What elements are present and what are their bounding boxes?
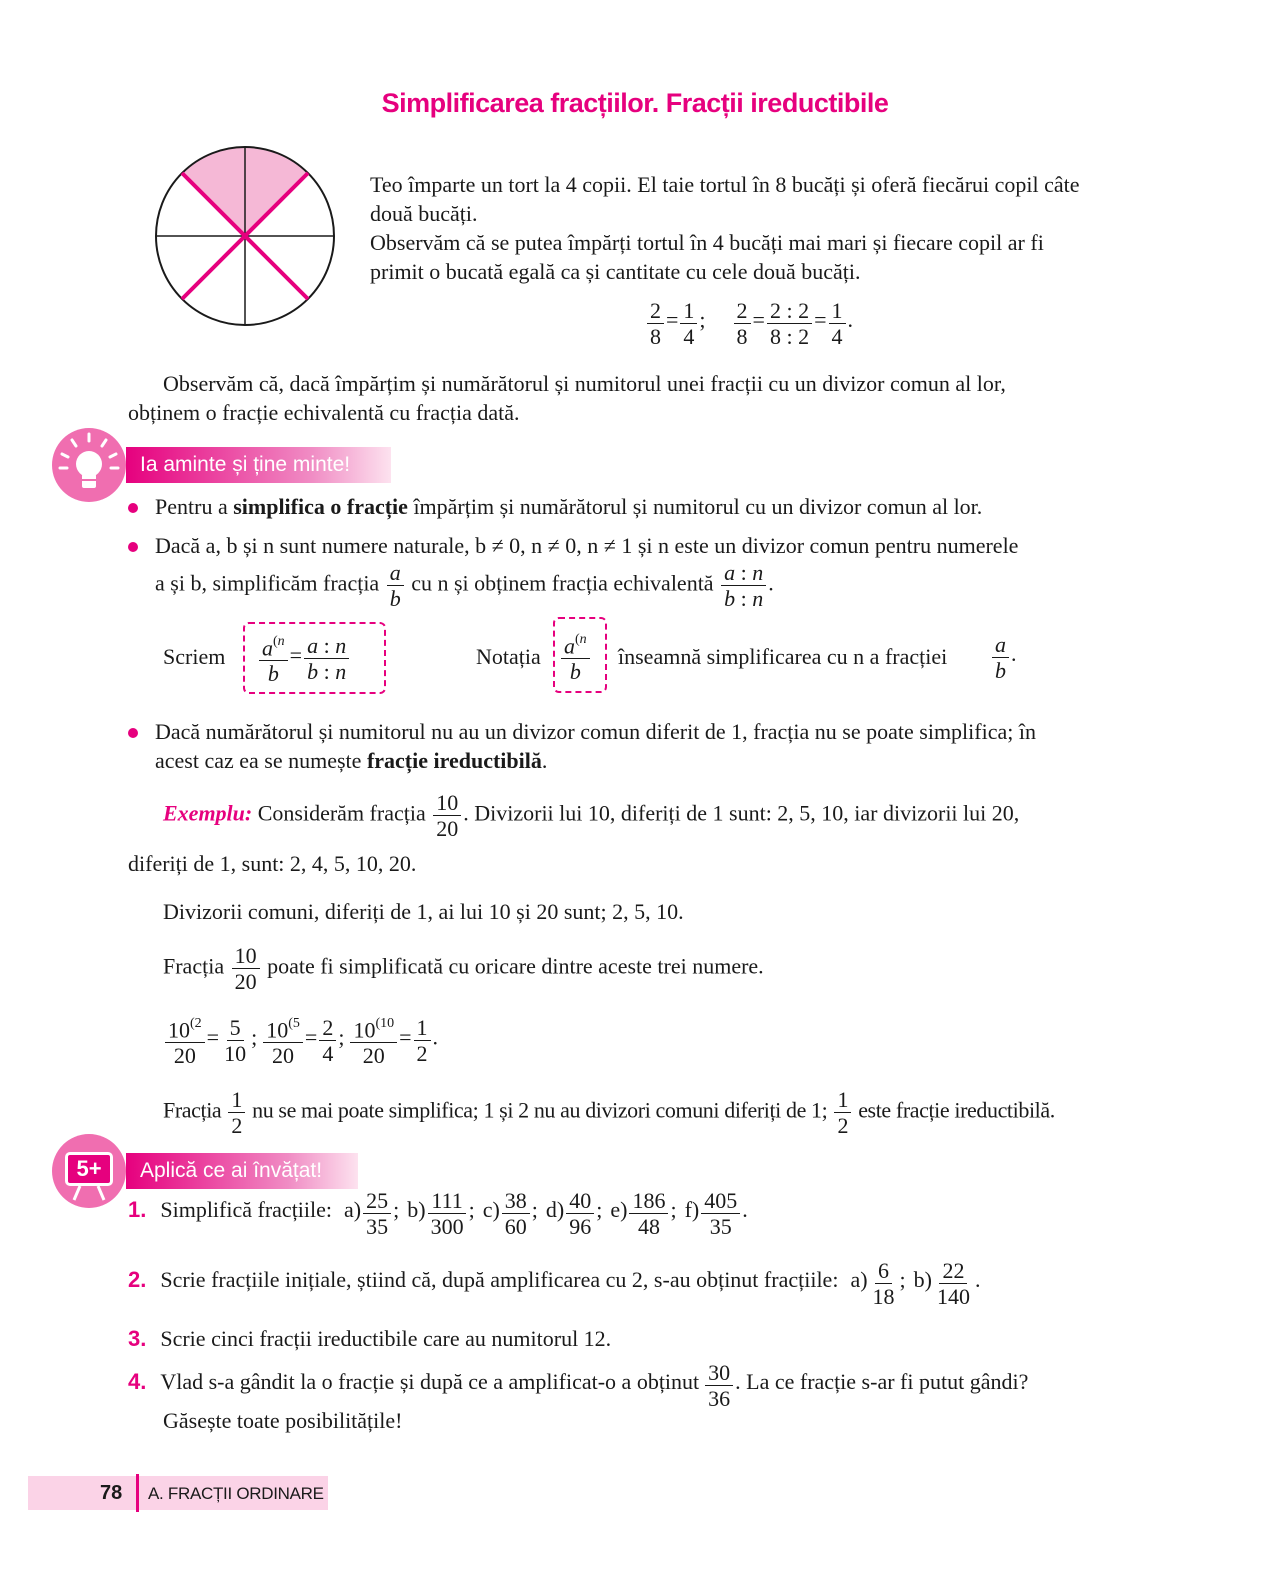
item-label: a)	[344, 1197, 362, 1223]
fraction: $\frac{1}{2}$	[834, 1087, 851, 1138]
item-label: b)	[407, 1197, 426, 1223]
fraction: $\frac{40}{96}$	[566, 1188, 594, 1239]
fraction: $\frac{2}{8}$	[647, 298, 664, 349]
remember-bullet-2-line2: a și b, simplificăm fracția $\frac{a}{b}$ cu n și obținem fracția echivalentă $\frac{a : n}{b : n}$ .	[155, 560, 774, 611]
observation-line: obținem o fracție echivalentă cu fracția dată.	[128, 400, 520, 425]
fraction: $\frac{38}{60}$	[502, 1188, 530, 1239]
remember-banner: Ia aminte și ține minte!	[126, 447, 391, 483]
notatia-fraction: $\frac{a}{b}$ .	[990, 632, 1017, 683]
remember-bullet-2-line1: Dacă a, b și n sunt numere naturale, b ≠ 0, n ≠ 0, n ≠ 1 și n este un divizor comun pentru numerele	[155, 533, 1019, 558]
scriem-box: $\frac{a^{(n}}{b}$ = $\frac{a : n}{b : n}$	[243, 622, 386, 694]
intro-line: primit o bucată egală ca și cantitate cu cele două bucăți.	[370, 259, 861, 284]
bullet-icon	[128, 503, 138, 513]
observation-line: Observăm că, dacă împărțim și numărătorul și numitorul unei fracții cu un divizor comun al lor,	[163, 371, 1006, 396]
footer-divider	[136, 1474, 139, 1512]
remember-bullet-3	[155, 717, 1165, 775]
fraction: $\frac{2}{8}$	[734, 298, 751, 349]
exercise-3: 3. Scrie cinci fracții ireductibile care au numitorul 12.	[128, 1326, 612, 1351]
fraction: $\frac{10^{(2}}{20}$	[165, 1013, 205, 1068]
fraction: $\frac{a^{(n}}{b}$	[259, 631, 288, 686]
fraction: $\frac{10}{20}$	[232, 943, 260, 994]
notatia-label: Notația	[476, 644, 541, 669]
exercise-4-line2: Găsește toate posibilitățile!	[163, 1408, 403, 1433]
intro-text	[370, 170, 1160, 286]
fraction: $\frac{1}{4}$	[829, 298, 846, 349]
example-line2: diferiți de 1, sunt: 2, 4, 5, 10, 20.	[128, 851, 417, 876]
bullet-3-line: acest caz ea se numește fracție ireductibilă.	[155, 748, 548, 773]
apply-badge	[52, 1134, 126, 1208]
bullet-3-line: Dacă numărătorul și numitorul nu au un divizor comun diferit de 1, fracția nu se poate simplifica; în	[155, 719, 1036, 744]
apply-banner: Aplică ce ai învățat!	[126, 1153, 358, 1189]
fraction: $\frac{1}{4}$	[680, 298, 697, 349]
exercise-1: 1. Simplifică fracțiile: a) $\frac{25}{35}$ ; b) $\frac{111}{300}$ ; c) $\frac{38}{60}$ ; d) $\frac{40}{96}$ ; e) $\frac{186}{48}$ ; f) $\frac{405}{35}$ .	[128, 1188, 748, 1239]
notatia-text: înseamnă simplificarea cu n a fracției	[618, 644, 948, 669]
exercise-4: 4. Vlad s-a gândit la o fracție și după ce a amplificat-o a obținut $\frac{30}{36}$ . La ce fracție s-ar fi putut gândi?	[128, 1360, 1029, 1411]
fraction: $\frac{25}{35}$	[363, 1188, 391, 1239]
item-label: a)	[850, 1267, 868, 1293]
fraction: $\frac{22}{140}$	[936, 1258, 970, 1309]
fraction: $\frac{6}{18}$	[872, 1258, 895, 1309]
exercise-number: 1.	[128, 1197, 147, 1223]
fraction: $\frac{405}{35}$	[701, 1188, 740, 1239]
easel-icon	[70, 1186, 108, 1202]
lightbulb-icon	[52, 428, 126, 502]
fraction: $\frac{186}{48}$	[629, 1188, 668, 1239]
simplification-examples: $\frac{10^{(2}}{20}$ = $\frac{5}{10}$ ; $\frac{10^{(5}}{20}$ = $\frac{2}{4}$ ; $\frac{10^{(10}}{20}$ = $\frac{1}{2}$ .	[163, 1013, 438, 1068]
exercise-number: 2.	[128, 1267, 147, 1293]
exercise-number: 4.	[128, 1369, 147, 1395]
fraction: $\frac{a}{b}$	[992, 632, 1009, 683]
fraction: $\frac{5}{10}$	[224, 1015, 247, 1067]
exercise-number: 3.	[128, 1326, 147, 1351]
fraction: $\frac{10^{(10}}{20}$	[350, 1013, 397, 1068]
item-label: f)	[684, 1197, 700, 1223]
item-label: c)	[482, 1197, 500, 1223]
footer-section: A. FRACȚII ORDINARE	[148, 1484, 324, 1503]
intro-line: două bucăți.	[370, 201, 478, 226]
bullet-icon	[128, 728, 138, 738]
fraction: $\frac{a : n}{b : n}$	[304, 633, 349, 684]
remember-bullet-1: Pentru a simplifica o fracție împărțim și numărătorul și numitorul cu un divizor comun al lor.	[155, 494, 983, 519]
example-line1: Exemplu: Considerăm fracția $\frac{10}{20}$ . Divizorii lui 10, diferiți de 1 sunt: 2, 5, 10, iar divizorii lui 20,	[163, 790, 1020, 841]
fraction: $\frac{1}{2}$	[414, 1015, 431, 1066]
example-line3: Divizorii comuni, diferiți de 1, ai lui 10 și 20 sunt; 2, 5, 10.	[163, 899, 684, 924]
example-line6: Fracția $\frac{1}{2}$ nu se mai poate simplifica; 1 și 2 nu au divizori comuni diferiți de 1; $\frac{1}{2}$ este fracție ireductibilă.	[163, 1087, 1055, 1138]
example-line4: Fracția $\frac{10}{20}$ poate fi simplificată cu oricare dintre aceste trei numere.	[163, 943, 764, 994]
intro-line: Observăm că se putea împărți tortul în 4 bucăți mai mari și fiecare copil ar fi	[370, 230, 1044, 255]
fraction: $\frac{10}{20}$	[433, 790, 461, 841]
notatia-box	[553, 617, 607, 693]
cake-illustration	[155, 146, 335, 326]
intro-fractions: $\frac{2}{8}$ = $\frac{1}{4}$ ; $\frac{2}{8}$ = $\frac{2 : 2}{8 : 2}$ = $\frac{1}{4}$ .	[645, 298, 853, 349]
fraction: $\frac{2 : 2}{8 : 2}$	[767, 298, 812, 349]
observation	[128, 369, 1158, 427]
fraction: $\frac{a}{b}$	[387, 560, 404, 611]
fraction: $\frac{a : n}{b : n}$	[721, 560, 766, 611]
lightbulb-badge	[52, 428, 126, 502]
fraction: $\frac{10^{(5}}{20}$	[263, 1013, 303, 1068]
item-label: e)	[610, 1197, 628, 1223]
bullet-icon	[128, 542, 138, 552]
item-label: b)	[913, 1267, 932, 1293]
fraction: $\frac{30}{36}$	[705, 1360, 733, 1411]
apply-badge-label: 5+	[65, 1152, 113, 1186]
page-number: 78	[100, 1482, 123, 1504]
page-title: Simplificarea fracțiilor. Fracții ireductibile	[381, 88, 889, 118]
fraction: $\frac{a^{(n}}{b}$	[561, 629, 590, 684]
fraction: $\frac{1}{2}$	[228, 1087, 245, 1138]
exercise-2: 2. Scrie fracțiile inițiale, știind că, după amplificarea cu 2, s-au obținut fracțiile: a) $\frac{6}{18}$ ; b) $\frac{22}{140}$ .	[128, 1258, 981, 1309]
example-label: Exemplu:	[163, 800, 253, 826]
fraction: $\frac{2}{4}$	[319, 1015, 336, 1066]
scriem-label: Scriem	[163, 644, 226, 669]
fraction: $\frac{111}{300}$	[428, 1188, 467, 1239]
item-label: d)	[545, 1197, 565, 1223]
intro-line: Teo împarte un tort la 4 copii. El taie tortul în 8 bucăți și oferă fiecărui copil câte	[370, 172, 1080, 197]
